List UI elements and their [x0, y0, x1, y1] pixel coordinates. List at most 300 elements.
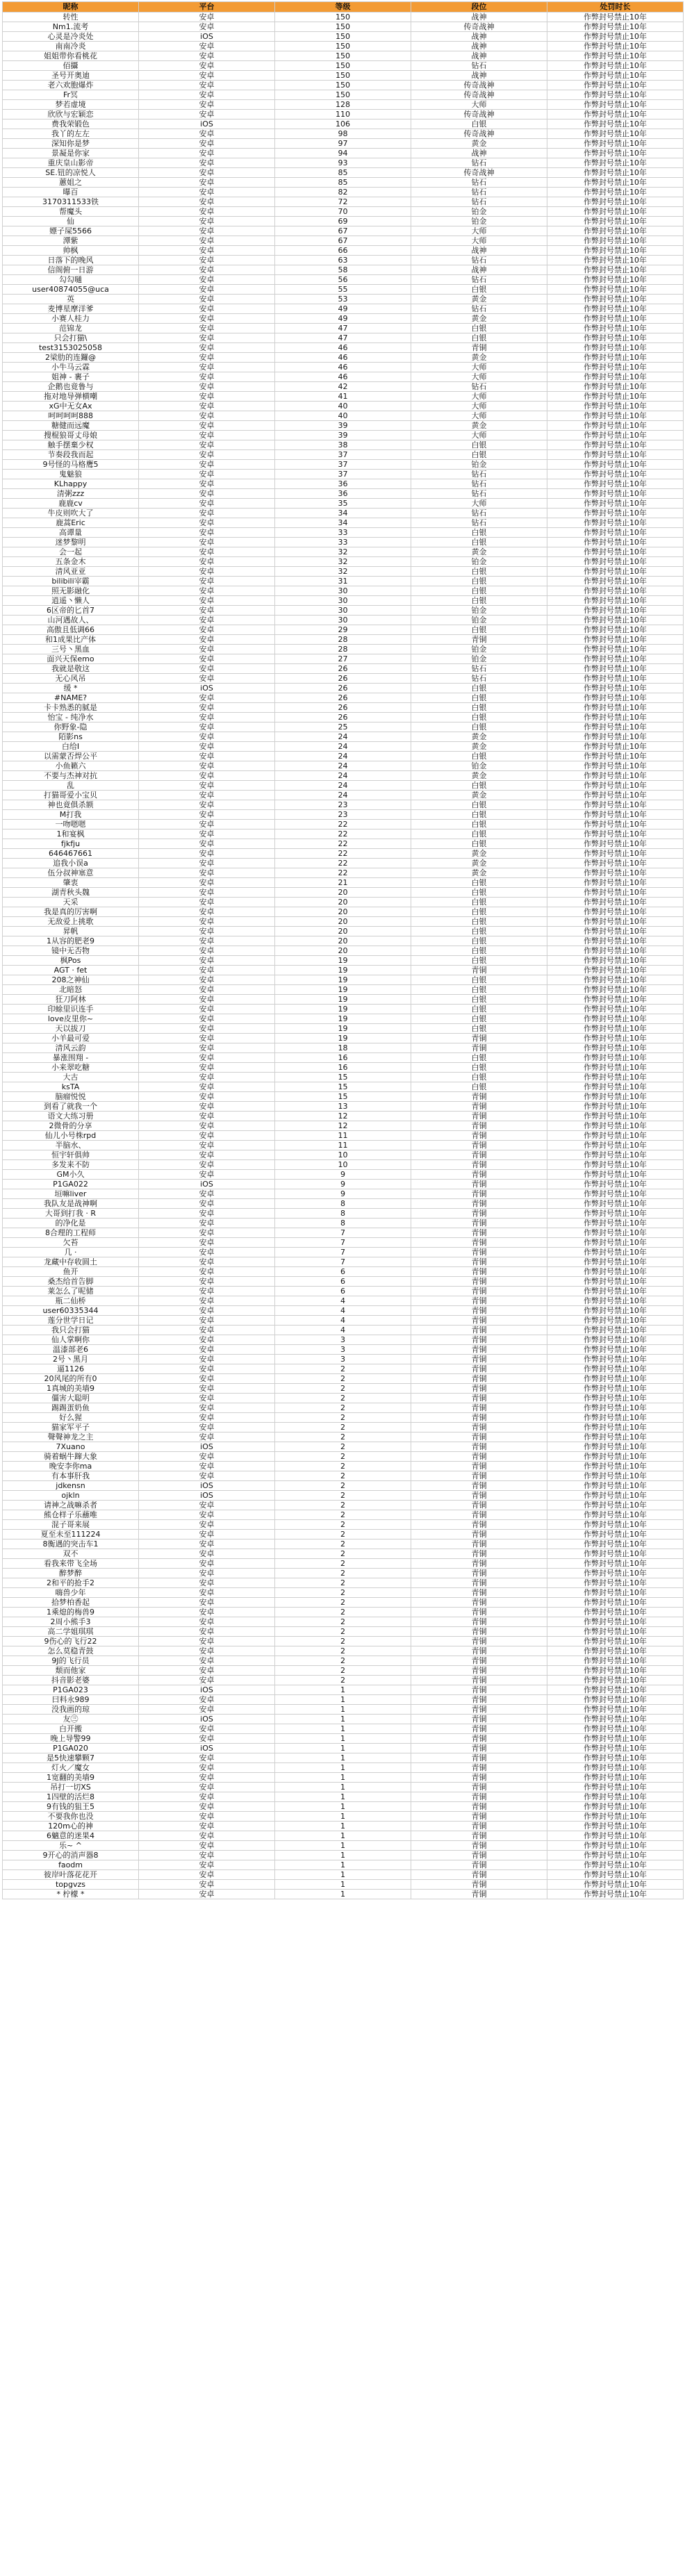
cell-platform: 安卓 [139, 1870, 275, 1880]
cell-penalty: 作弊封号禁止10年 [547, 13, 684, 22]
cell-nickname: 多发来不防 [3, 1160, 139, 1170]
cell-nickname: 伍分叔神塞意 [3, 868, 139, 878]
cell-platform: 安卓 [139, 878, 275, 888]
cell-nickname: 转性 [3, 13, 139, 22]
cell-platform: 安卓 [139, 1034, 275, 1043]
cell-nickname: 9开心的消声器8 [3, 1851, 139, 1860]
table-row [3, 732, 684, 742]
cell-nickname: 温漆部老6 [3, 1345, 139, 1355]
table-row [3, 470, 684, 479]
cell-nickname: 费我荣锻色 [3, 119, 139, 129]
cell-rank: 青铜 [411, 1734, 547, 1744]
table-row [3, 1734, 684, 1744]
cell-penalty: 作弊封号禁止10年 [547, 1763, 684, 1773]
cell-nickname: 2周小熊手3 [3, 1617, 139, 1627]
table-row [3, 1053, 684, 1063]
cell-level: 2 [275, 1608, 411, 1617]
cell-rank: 白银 [411, 985, 547, 995]
table-row [3, 1588, 684, 1598]
cell-level: 46 [275, 372, 411, 382]
cell-level: 31 [275, 577, 411, 586]
cell-level: 2 [275, 1588, 411, 1598]
table-row [3, 1228, 684, 1238]
table-row [3, 275, 684, 285]
cell-level: 24 [275, 781, 411, 791]
cell-rank: 青铜 [411, 1316, 547, 1326]
table-row [3, 936, 684, 946]
cell-level: 1 [275, 1841, 411, 1851]
cell-level: 19 [275, 1034, 411, 1043]
cell-penalty: 作弊封号禁止10年 [547, 1890, 684, 1899]
cell-level: 2 [275, 1433, 411, 1442]
cell-platform: 安卓 [139, 839, 275, 849]
cell-penalty: 作弊封号禁止10年 [547, 771, 684, 781]
cell-level: 1 [275, 1870, 411, 1880]
cell-penalty: 作弊封号禁止10年 [547, 1462, 684, 1471]
cell-platform: 安卓 [139, 1851, 275, 1860]
cell-level: 22 [275, 829, 411, 839]
cell-level: 2 [275, 1646, 411, 1656]
cell-level: 66 [275, 246, 411, 256]
cell-nickname: 抖音影老婆 [3, 1676, 139, 1685]
cell-level: 20 [275, 946, 411, 956]
cell-rank: 黄金 [411, 353, 547, 363]
cell-penalty: 作弊封号禁止10年 [547, 1578, 684, 1588]
table-row [3, 946, 684, 956]
cell-level: 1 [275, 1705, 411, 1715]
cell-nickname: 小牛马云霖 [3, 363, 139, 372]
cell-level: 3 [275, 1355, 411, 1364]
cell-platform: 安卓 [139, 1296, 275, 1306]
cell-nickname: P1GA020 [3, 1744, 139, 1753]
table-row [3, 859, 684, 868]
header-penalty: 处罚时长 [547, 2, 684, 13]
table-row [3, 878, 684, 888]
cell-platform: 安卓 [139, 1277, 275, 1287]
cell-level: 19 [275, 1024, 411, 1034]
cell-level: 26 [275, 674, 411, 684]
table-row [3, 1189, 684, 1199]
cell-rank: 青铜 [411, 1394, 547, 1403]
cell-rank: 钻石 [411, 479, 547, 489]
cell-nickname: love皮里你~ [3, 1014, 139, 1024]
cell-rank: 传奇战神 [411, 81, 547, 90]
table-row [3, 217, 684, 226]
table-row [3, 693, 684, 703]
cell-level: 98 [275, 129, 411, 139]
cell-penalty: 作弊封号禁止10年 [547, 975, 684, 985]
cell-rank: 传奇战神 [411, 129, 547, 139]
cell-platform: 安卓 [139, 1413, 275, 1423]
cell-level: 1 [275, 1792, 411, 1802]
cell-penalty: 作弊封号禁止10年 [547, 1705, 684, 1715]
cell-rank: 大师 [411, 226, 547, 236]
table-row [3, 975, 684, 985]
cell-nickname: KLhappy [3, 479, 139, 489]
cell-platform: 安卓 [139, 51, 275, 61]
cell-nickname: 触手摆棄少权 [3, 440, 139, 450]
cell-penalty: 作弊封号禁止10年 [547, 1316, 684, 1326]
cell-rank: 青铜 [411, 1783, 547, 1792]
cell-nickname: 追我小误a [3, 859, 139, 868]
cell-level: 63 [275, 256, 411, 265]
cell-nickname: 会一起 [3, 547, 139, 557]
cell-level: 46 [275, 363, 411, 372]
cell-penalty: 作弊封号禁止10年 [547, 1374, 684, 1384]
cell-rank: 铂金 [411, 207, 547, 217]
table-row [3, 868, 684, 878]
table-row [3, 411, 684, 421]
cell-nickname: 五条金木 [3, 557, 139, 567]
cell-platform: 安卓 [139, 1860, 275, 1870]
cell-level: 150 [275, 42, 411, 51]
cell-rank: 白银 [411, 1014, 547, 1024]
cell-platform: 安卓 [139, 732, 275, 742]
cell-rank: 黄金 [411, 295, 547, 304]
cell-rank: 传奇战神 [411, 90, 547, 100]
cell-platform: 安卓 [139, 499, 275, 509]
cell-penalty: 作弊封号禁止10年 [547, 51, 684, 61]
cell-rank: 黄金 [411, 771, 547, 781]
cell-platform: 安卓 [139, 1666, 275, 1676]
cell-penalty: 作弊封号禁止10年 [547, 596, 684, 606]
cell-level: 2 [275, 1676, 411, 1685]
table-row [3, 343, 684, 353]
cell-penalty: 作弊封号禁止10年 [547, 304, 684, 314]
cell-penalty: 作弊封号禁止10年 [547, 1860, 684, 1870]
cell-platform: 安卓 [139, 1326, 275, 1335]
cell-penalty: 作弊封号禁止10年 [547, 791, 684, 800]
cell-nickname: 姐神 - 裹子 [3, 372, 139, 382]
cell-rank: 青铜 [411, 1715, 547, 1724]
cell-penalty: 作弊封号禁止10年 [547, 1034, 684, 1043]
table-row [3, 1364, 684, 1374]
cell-platform: 安卓 [139, 723, 275, 732]
cell-platform: 安卓 [139, 363, 275, 372]
table-row [3, 1092, 684, 1102]
cell-rank: 钻石 [411, 256, 547, 265]
cell-penalty: 作弊封号禁止10年 [547, 664, 684, 674]
cell-penalty: 作弊封号禁止10年 [547, 1170, 684, 1180]
table-row [3, 1267, 684, 1277]
cell-nickname: test3153025058 [3, 343, 139, 353]
cell-platform: 安卓 [139, 1773, 275, 1783]
cell-penalty: 作弊封号禁止10年 [547, 129, 684, 139]
cell-platform: 安卓 [139, 1734, 275, 1744]
cell-penalty: 作弊封号禁止10年 [547, 1491, 684, 1501]
cell-nickname: 熊仓样子乐蘸唯 [3, 1510, 139, 1520]
table-row [3, 1141, 684, 1150]
table-row [3, 450, 684, 460]
cell-rank: 白银 [411, 450, 547, 460]
cell-penalty: 作弊封号禁止10年 [547, 1588, 684, 1598]
cell-platform: 安卓 [139, 528, 275, 538]
cell-level: 22 [275, 859, 411, 868]
cell-nickname: 鹿鹿cv [3, 499, 139, 509]
cell-platform: 安卓 [139, 1753, 275, 1763]
cell-nickname: 小赛人桂力 [3, 314, 139, 324]
cell-platform: 安卓 [139, 596, 275, 606]
cell-platform: 安卓 [139, 1199, 275, 1209]
table-row [3, 849, 684, 859]
cell-rank: 青铜 [411, 1121, 547, 1131]
cell-platform: 安卓 [139, 625, 275, 635]
cell-rank: 白银 [411, 684, 547, 693]
cell-penalty: 作弊封号禁止10年 [547, 1014, 684, 1024]
header-level: 等级 [275, 2, 411, 13]
header-nickname: 昵称 [3, 2, 139, 13]
cell-level: 24 [275, 761, 411, 771]
cell-rank: 白银 [411, 956, 547, 966]
cell-platform: 安卓 [139, 1530, 275, 1539]
cell-nickname: 印蜍里识连手 [3, 1005, 139, 1014]
cell-rank: 战神 [411, 149, 547, 158]
cell-nickname: 20风尾的所有0 [3, 1374, 139, 1384]
cell-penalty: 作弊封号禁止10年 [547, 363, 684, 372]
cell-rank: 青铜 [411, 1763, 547, 1773]
cell-penalty: 作弊封号禁止10年 [547, 285, 684, 295]
cell-penalty: 作弊封号禁止10年 [547, 1238, 684, 1248]
cell-rank: 传奇战神 [411, 110, 547, 119]
cell-nickname: 3170311533铁 [3, 197, 139, 207]
cell-penalty: 作弊封号禁止10年 [547, 1617, 684, 1627]
cell-penalty: 作弊封号禁止10年 [547, 1112, 684, 1121]
cell-platform: 安卓 [139, 927, 275, 936]
cell-platform: 安卓 [139, 265, 275, 275]
cell-level: 2 [275, 1403, 411, 1413]
cell-rank: 黄金 [411, 742, 547, 752]
cell-penalty: 作弊封号禁止10年 [547, 333, 684, 343]
cell-level: 1 [275, 1753, 411, 1763]
table-row [3, 1860, 684, 1870]
cell-platform: 安卓 [139, 479, 275, 489]
cell-level: 32 [275, 567, 411, 577]
cell-nickname: 一吻嗯嗯 [3, 820, 139, 829]
table-row [3, 1277, 684, 1287]
cell-level: 150 [275, 81, 411, 90]
cell-nickname: 山河遇故人、 [3, 616, 139, 625]
cell-rank: 黄金 [411, 421, 547, 431]
cell-level: 8 [275, 1219, 411, 1228]
table-row [3, 985, 684, 995]
cell-penalty: 作弊封号禁止10年 [547, 1219, 684, 1228]
cell-level: 2 [275, 1656, 411, 1666]
cell-nickname: 我是真的厉害啊 [3, 907, 139, 917]
cell-penalty: 作弊封号禁止10年 [547, 1851, 684, 1860]
cell-platform: 安卓 [139, 1539, 275, 1549]
cell-platform: 安卓 [139, 849, 275, 859]
cell-penalty: 作弊封号禁止10年 [547, 538, 684, 547]
cell-level: 2 [275, 1364, 411, 1374]
cell-nickname: 欣欣与宏颖恋 [3, 110, 139, 119]
cell-penalty: 作弊封号禁止10年 [547, 1773, 684, 1783]
cell-platform: 安卓 [139, 1802, 275, 1812]
cell-level: 24 [275, 771, 411, 781]
cell-rank: 白银 [411, 1073, 547, 1082]
cell-nickname: 镜中无否物 [3, 946, 139, 956]
cell-platform: 安卓 [139, 1471, 275, 1481]
cell-platform: 安卓 [139, 168, 275, 178]
cell-penalty: 作弊封号禁止10年 [547, 723, 684, 732]
cell-nickname: user40874055@uca [3, 285, 139, 295]
cell-level: 26 [275, 693, 411, 703]
cell-rank: 白银 [411, 625, 547, 635]
cell-penalty: 作弊封号禁止10年 [547, 829, 684, 839]
cell-level: 34 [275, 518, 411, 528]
cell-penalty: 作弊封号禁止10年 [547, 1082, 684, 1092]
cell-nickname: 僵害大聪明 [3, 1394, 139, 1403]
cell-penalty: 作弊封号禁止10年 [547, 810, 684, 820]
cell-rank: 青铜 [411, 1355, 547, 1364]
cell-platform: 安卓 [139, 1656, 275, 1666]
cell-penalty: 作弊封号禁止10年 [547, 859, 684, 868]
table-row [3, 188, 684, 197]
cell-nickname: 垣嘛liver [3, 1189, 139, 1199]
cell-platform: 安卓 [139, 771, 275, 781]
cell-rank: 白银 [411, 898, 547, 907]
cell-platform: 安卓 [139, 956, 275, 966]
table-row [3, 1763, 684, 1773]
cell-nickname: 麦博星摩洋爹 [3, 304, 139, 314]
cell-platform: 安卓 [139, 90, 275, 100]
table-row [3, 71, 684, 81]
cell-nickname: 曝百 [3, 188, 139, 197]
cell-platform: 安卓 [139, 1792, 275, 1802]
cell-platform: iOS [139, 1685, 275, 1695]
cell-level: 9 [275, 1170, 411, 1180]
cell-level: 15 [275, 1082, 411, 1092]
cell-level: 2 [275, 1423, 411, 1433]
cell-penalty: 作弊封号禁止10年 [547, 1501, 684, 1510]
cell-platform: 安卓 [139, 1783, 275, 1792]
cell-rank: 战神 [411, 265, 547, 275]
cell-platform: 安卓 [139, 1627, 275, 1637]
cell-nickname: 狂刀阿林 [3, 995, 139, 1005]
cell-rank: 青铜 [411, 1384, 547, 1394]
cell-rank: 大师 [411, 402, 547, 411]
cell-penalty: 作弊封号禁止10年 [547, 1753, 684, 1763]
cell-platform: iOS [139, 1491, 275, 1501]
cell-level: 150 [275, 32, 411, 42]
table-row [3, 1403, 684, 1413]
cell-nickname: 仙人掌啊你 [3, 1335, 139, 1345]
cell-rank: 青铜 [411, 1831, 547, 1841]
header-row [3, 2, 684, 13]
cell-nickname: 欠苔 [3, 1238, 139, 1248]
cell-penalty: 作弊封号禁止10年 [547, 1287, 684, 1296]
cell-nickname: 照无影融化 [3, 586, 139, 596]
cell-nickname: 9有钱的狙王5 [3, 1802, 139, 1812]
cell-platform: 安卓 [139, 411, 275, 421]
cell-rank: 青铜 [411, 1851, 547, 1860]
cell-nickname: 鬼魅狼 [3, 470, 139, 479]
cell-nickname: SE.钮的凉悦人 [3, 168, 139, 178]
cell-nickname: 深知你是梦 [3, 139, 139, 149]
cell-nickname: 佰攝 [3, 61, 139, 71]
cell-penalty: 作弊封号禁止10年 [547, 168, 684, 178]
cell-platform: 安卓 [139, 820, 275, 829]
cell-platform: 安卓 [139, 975, 275, 985]
cell-nickname: 白开搬 [3, 1724, 139, 1734]
cell-penalty: 作弊封号禁止10年 [547, 275, 684, 285]
table-row [3, 392, 684, 402]
cell-penalty: 作弊封号禁止10年 [547, 742, 684, 752]
cell-rank: 青铜 [411, 1578, 547, 1588]
cell-level: 30 [275, 596, 411, 606]
cell-level: 7 [275, 1228, 411, 1238]
cell-nickname: 瓶二仙桥 [3, 1296, 139, 1306]
cell-platform: 安卓 [139, 71, 275, 81]
cell-platform: 安卓 [139, 139, 275, 149]
table-row [3, 538, 684, 547]
cell-platform: 安卓 [139, 1598, 275, 1608]
cell-platform: 安卓 [139, 1228, 275, 1238]
cell-level: 150 [275, 51, 411, 61]
cell-level: 2 [275, 1462, 411, 1471]
cell-platform: 安卓 [139, 372, 275, 382]
cell-level: 35 [275, 499, 411, 509]
cell-rank: 黄金 [411, 547, 547, 557]
cell-rank: 大师 [411, 431, 547, 440]
cell-level: 24 [275, 791, 411, 800]
table-row [3, 1598, 684, 1608]
cell-penalty: 作弊封号禁止10年 [547, 1666, 684, 1676]
cell-penalty: 作弊封号禁止10年 [547, 693, 684, 703]
cell-nickname: 怎么莫稳青鼓 [3, 1646, 139, 1656]
cell-rank: 大师 [411, 411, 547, 421]
cell-level: 37 [275, 460, 411, 470]
table-row [3, 1841, 684, 1851]
cell-penalty: 作弊封号禁止10年 [547, 42, 684, 51]
table-row [3, 917, 684, 927]
cell-penalty: 作弊封号禁止10年 [547, 1841, 684, 1851]
table-row [3, 1812, 684, 1822]
cell-platform: 安卓 [139, 1345, 275, 1355]
cell-nickname: 彼岸叶落花花开 [3, 1870, 139, 1880]
cell-platform: 安卓 [139, 781, 275, 791]
table-row [3, 353, 684, 363]
cell-level: 53 [275, 295, 411, 304]
cell-platform: 安卓 [139, 431, 275, 440]
cell-level: 20 [275, 936, 411, 946]
cell-platform: 安卓 [139, 421, 275, 431]
cell-nickname: 高谭量 [3, 528, 139, 538]
cell-level: 70 [275, 207, 411, 217]
cell-level: 72 [275, 197, 411, 207]
cell-level: 26 [275, 703, 411, 713]
cell-platform: 安卓 [139, 1024, 275, 1034]
cell-rank: 白银 [411, 946, 547, 956]
cell-rank: 青铜 [411, 1306, 547, 1316]
cell-nickname: 乐~ ^ [3, 1841, 139, 1851]
cell-nickname: 昇帆 [3, 927, 139, 936]
cell-rank: 青铜 [411, 1617, 547, 1627]
cell-nickname: 怡宝 - 纯净水 [3, 713, 139, 723]
cell-level: 2 [275, 1539, 411, 1549]
cell-level: 4 [275, 1316, 411, 1326]
cell-rank: 黄金 [411, 791, 547, 800]
cell-nickname: 拖对地导弹横嘲 [3, 392, 139, 402]
table-row [3, 1471, 684, 1481]
cell-penalty: 作弊封号禁止10年 [547, 1121, 684, 1131]
cell-platform: 安卓 [139, 907, 275, 917]
cell-penalty: 作弊封号禁止10年 [547, 392, 684, 402]
cell-penalty: 作弊封号禁止10年 [547, 1442, 684, 1452]
cell-nickname: 7Xuano [3, 1442, 139, 1452]
table-row [3, 1257, 684, 1267]
cell-platform: 安卓 [139, 1287, 275, 1296]
cell-nickname: 请神之战嘛杀者 [3, 1501, 139, 1510]
